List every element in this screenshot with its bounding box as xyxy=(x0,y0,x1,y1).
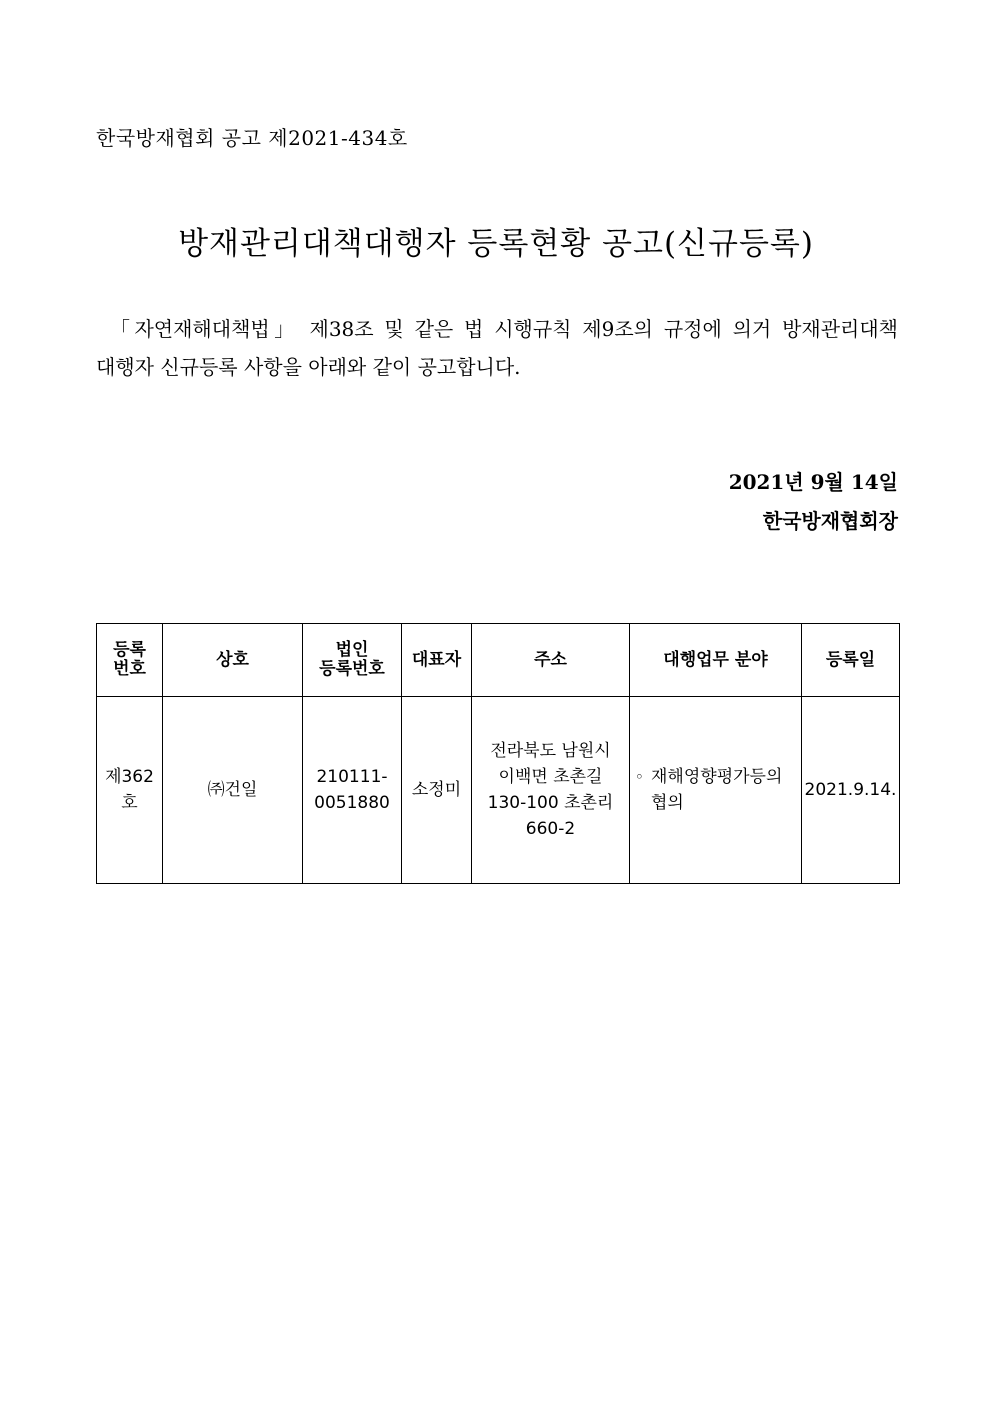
cell-company: ㈜건일 xyxy=(163,697,303,884)
notice-body-line-1: 「자연재해대책법」 제38조 및 같은 법 시행규칙 제9조의 규정에 의거 방재관리대책 xyxy=(110,317,898,341)
table-row xyxy=(97,697,900,884)
cell-representative: 소정미 xyxy=(402,697,472,884)
document-title: 방재관리대책대행자 등록현황 공고(신규등록) xyxy=(178,226,814,262)
cell-reg-date: 2021.9.14. xyxy=(802,697,900,884)
cell-address xyxy=(472,697,630,884)
signature-organization: 한국방재협회장 xyxy=(762,509,898,533)
header-company: 상호 xyxy=(163,624,303,697)
cell-business xyxy=(630,697,802,884)
notice-body-line-2: 대행자 신규등록 사항을 아래와 같이 공고합니다. xyxy=(96,355,521,379)
header-address: 주소 xyxy=(472,624,630,697)
header-reg-no xyxy=(97,624,163,697)
cell-corp-no-value: 210111- 0051880 xyxy=(314,767,390,813)
cell-address-value: 전라북도 남원시 이백면 초촌길 130-100 초촌리 660-2 xyxy=(487,741,614,839)
business-item-text: 재해영향평가등의 협의 xyxy=(651,767,783,813)
cell-reg-no: 제362호 xyxy=(97,697,163,884)
business-item xyxy=(635,764,799,816)
header-representative: 대표자 xyxy=(402,624,472,697)
signature-date: 2021년 9월 14일 xyxy=(728,470,898,494)
header-reg-date: 등록일 xyxy=(802,624,900,697)
header-corp-no-label: 법인 등록번호 xyxy=(319,640,385,679)
notice-body xyxy=(96,310,898,386)
table-header-row xyxy=(97,624,900,697)
header-business: 대행업무 분야 xyxy=(630,624,802,697)
registration-table xyxy=(96,623,900,884)
header-corp-no xyxy=(303,624,402,697)
bullet-icon: ◦ xyxy=(635,768,644,786)
cell-corp-no xyxy=(303,697,402,884)
header-reg-no-label: 등록 번호 xyxy=(113,640,146,679)
notice-number: 한국방재협회 공고 제2021-434호 xyxy=(96,126,408,150)
